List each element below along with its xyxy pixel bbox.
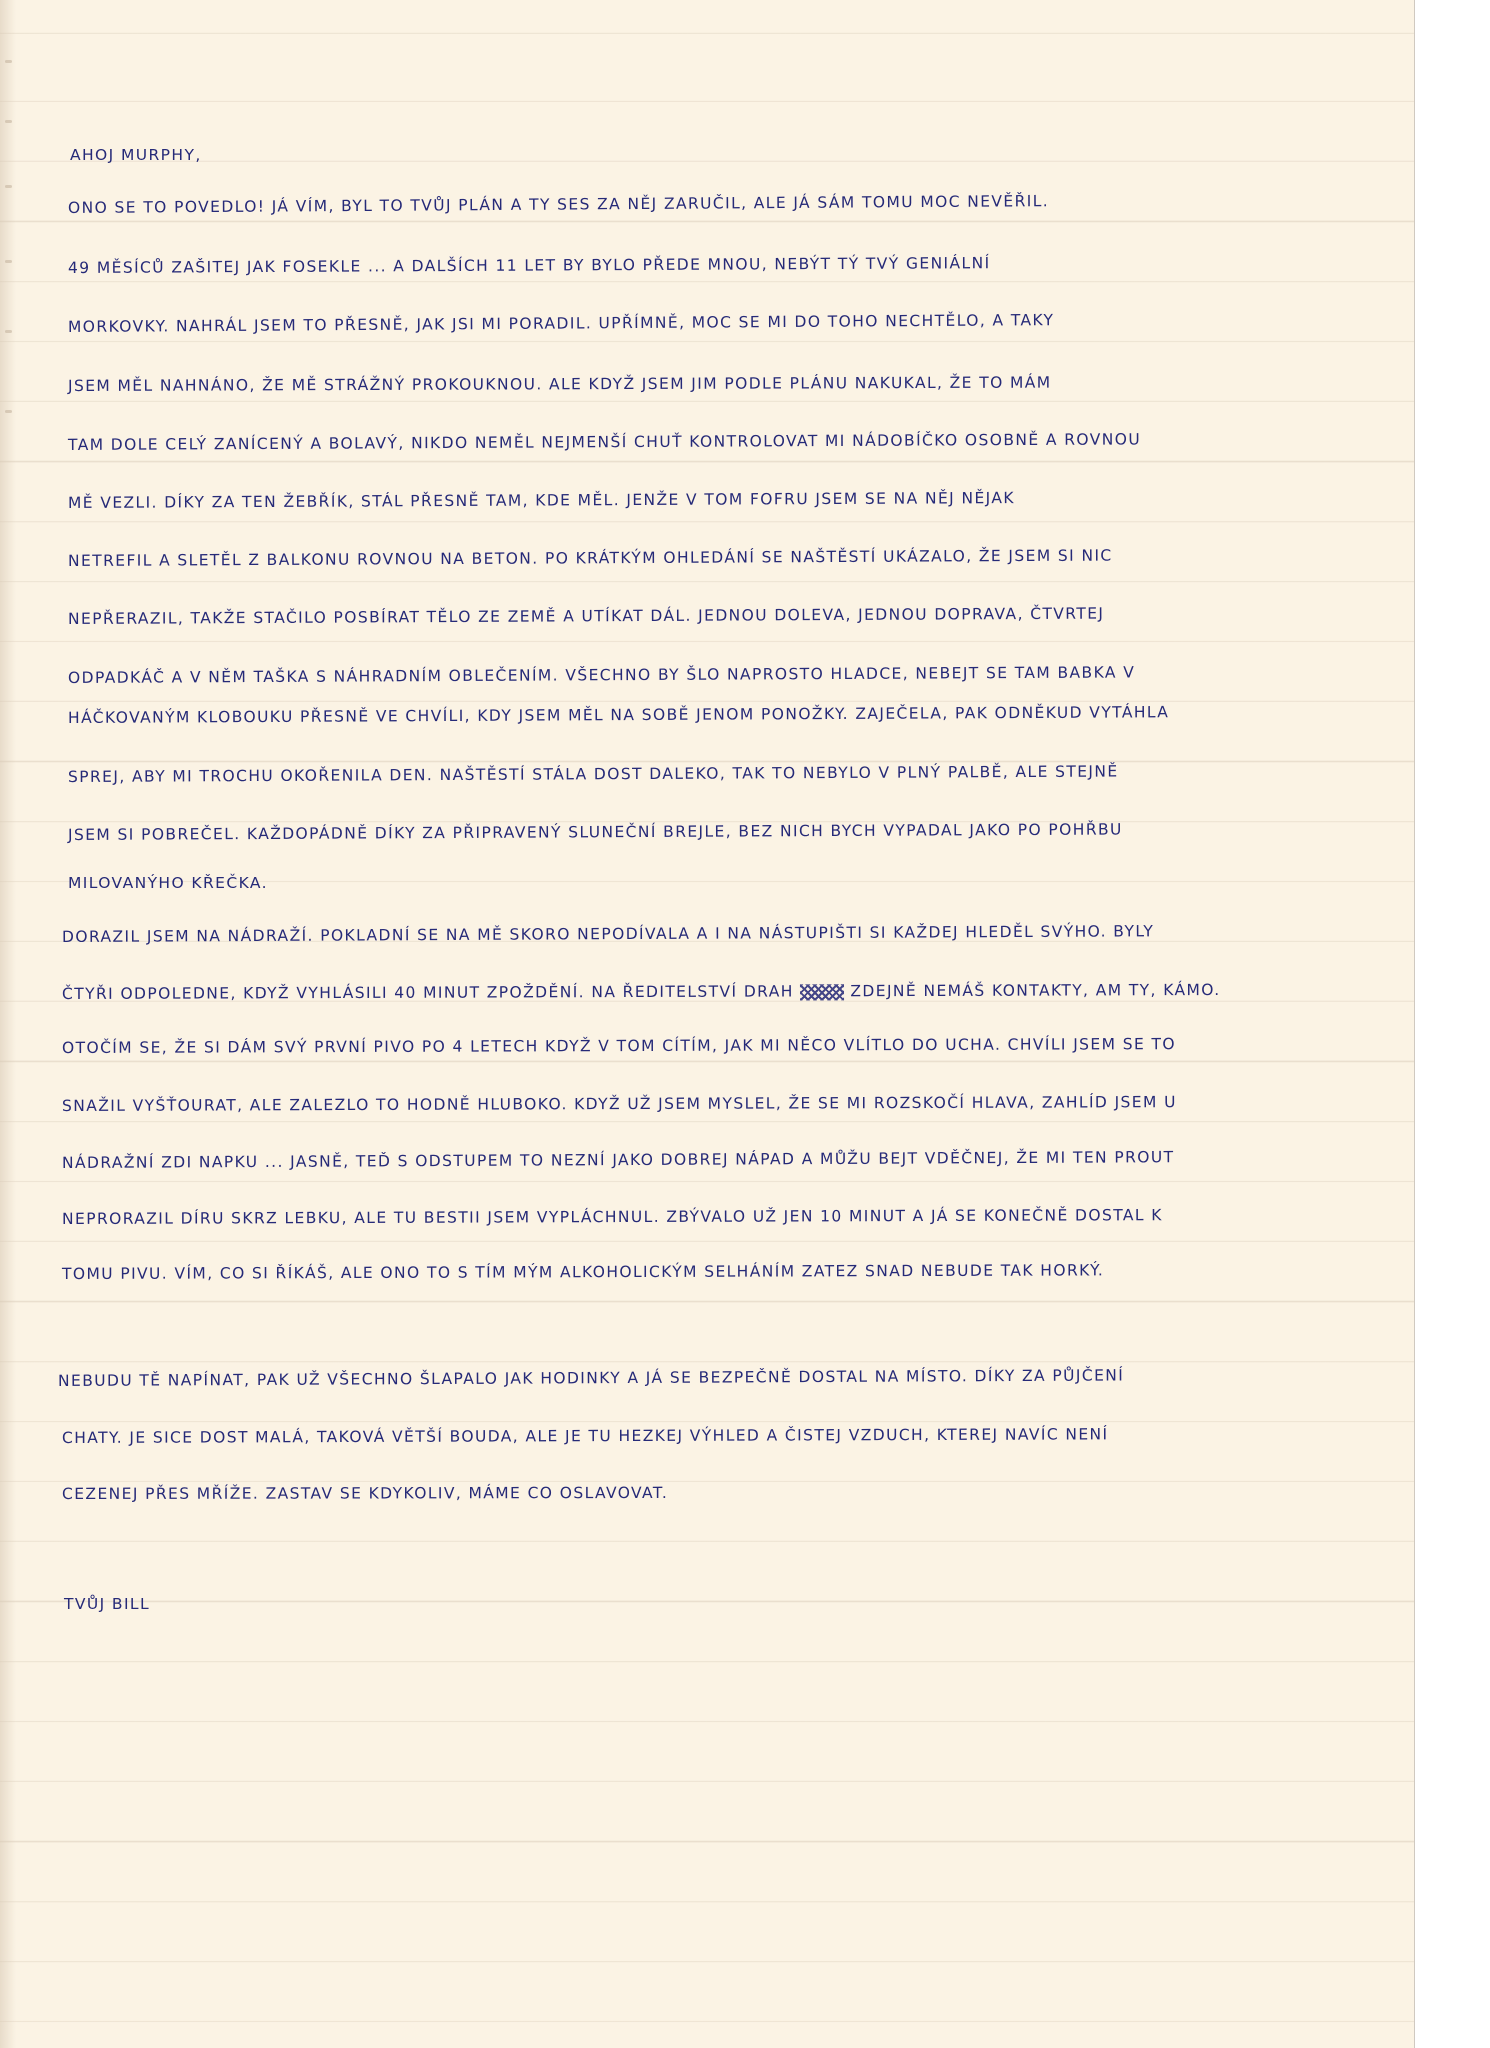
perforation-mark xyxy=(5,60,12,63)
text-line: 49 MĚSÍCŮ ZAŠITEJ JAK FOSEKLE ... A DALŠÍCH 11 LET BY BYLO PŘEDE MNOU, NEBÝT TÝ TVÝ GENIÁLNÍ xyxy=(67,254,991,277)
text-line-part: ZDEJNĚ NEMÁŠ KONTAKTY, AM TY, KÁMO. xyxy=(850,980,1221,1001)
text-line: NEPŘERAZIL, TAKŽE STAČILO POSBÍRAT TĚLO ZE ZEMĚ A UTÍKAT DÁL. JEDNOU DOLEVA, JEDNOU DOPRAVA, ČTVRTEJ xyxy=(67,604,1105,628)
text-line: CEZENEJ PŘES MŘÍŽE. ZASTAV SE KDYKOLIV, MÁME CO OSLAVOVAT. xyxy=(61,1483,669,1503)
text-line: ONO SE TO POVEDLO! JÁ VÍM, BYL TO TVŮJ PLÁN A TY SES ZA NĚJ ZARUČIL, ALE JÁ SÁM TOMU MOC NEVĚŘIL. xyxy=(67,192,1050,217)
text-line: SNAŽIL VYŠŤOURAT, ALE ZALEZLO TO HODNĚ HLUBOKO. KDYŽ UŽ JSEM MYSLEL, ŽE SE MI ROZSKOČÍ HLAVA, ZAHLÍD JSEM U xyxy=(61,1093,1177,1115)
text-line: MILOVANÝHO KŘEČKA. xyxy=(68,874,268,892)
scribble-out-mark xyxy=(800,984,844,1000)
text-line: DORAZIL JSEM NA NÁDRAŽÍ. POKLADNÍ SE NA MĚ SKORO NEPODÍVALA A I NA NÁSTUPIŠTI SI KAŽDEJ HLEDĚL SVÝHO. BYLY xyxy=(61,922,1155,946)
text-line: NÁDRAŽNÍ ZDI NAPKU ... JASNĚ, TEĎ S ODSTUPEM TO NEZNÍ JAKO DOBREJ NÁPAD A MŮŽU BEJT VDĚČNEJ, ŽE MI TEN PROUT xyxy=(61,1148,1175,1172)
text-line: NETREFIL A SLETĚL Z BALKONU ROVNOU NA BETON. PO KRÁTKÝM OHLEDÁNÍ SE NAŠTĚSTÍ UKÁZALO, ŽE JSEM SI NIC xyxy=(67,546,1113,570)
text-line: MĚ VEZLI. DÍKY ZA TEN ŽEBŘÍK, STÁL PŘESNĚ TAM, KDE MĚL. JENŽE V TOM FOFRU JSEM SE NA NĚJ NĚJAK xyxy=(67,489,1015,512)
text-line: TOMU PIVU. VÍM, CO SI ŘÍKÁŠ, ALE ONO TO S TÍM MÝM ALKOHOLICKÝM SELHÁNÍM ZATEZ SNAD NEBUDE TAK HORKÝ. xyxy=(61,1261,1105,1283)
perforation-mark xyxy=(5,185,12,188)
text-line: NEBUDU TĚ NAPÍNAT, PAK UŽ VŠECHNO ŠLAPALO JAK HODINKY A JÁ SE BEZPEČNĚ DOSTAL NA MÍSTO. DÍKY ZA PŮJČENÍ xyxy=(57,1366,1125,1390)
perforation-mark xyxy=(5,330,12,333)
text-line: TAM DOLE CELÝ ZANÍCENÝ A BOLAVÝ, NIKDO NEMĚL NEJMENŠÍ CHUŤ KONTROLOVAT MI NÁDOBÍČKO OSOBNĚ A ROVNOU xyxy=(67,430,1142,454)
letter-greeting: AHOJ MURPHY, xyxy=(70,146,202,164)
text-line: JSEM SI POBREČEL. KAŽDOPÁDNĚ DÍKY ZA PŘIPRAVENÝ SLUNEČNÍ BREJLE, BEZ NICH BYCH VYPADAL JAKO PO POHŘBU xyxy=(67,820,1123,844)
perforation-mark xyxy=(5,260,12,263)
perforation-mark xyxy=(5,410,12,413)
letter-signature: TVŮJ BILL xyxy=(64,1595,150,1613)
perforation-mark xyxy=(5,120,12,123)
text-line: HÁČKOVANÝM KLOBOUKU PŘESNĚ VE CHVÍLI, KDY JSEM MĚL NA SOBĚ JENOM PONOŽKY. ZAJEČELA, PAK ODNĚKUD VYTÁHLA xyxy=(67,703,1170,727)
text-line: MORKOVKY. NAHRÁL JSEM TO PŘESNĚ, JAK JSI MI PORADIL. UPŘÍMNĚ, MOC SE MI DO TOHO NECHTĚLO, A TAKY xyxy=(67,311,1055,336)
text-line: OTOČÍM SE, ŽE SI DÁM SVÝ PRVNÍ PIVO PO 4 LETECH KDYŽ V TOM CÍTÍM, JAK MI NĚCO VLÍTLO DO UCHA. CHVÍLI JSEM SE TO xyxy=(61,1035,1176,1057)
text-line-part: ČTYŘI ODPOLEDNE, KDYŽ VYHLÁSILI 40 MINUT ZPOŽDĚNÍ. NA ŘEDITELSTVÍ DRAH xyxy=(61,982,794,1003)
text-line: CHATY. JE SICE DOST MALÁ, TAKOVÁ VĚTŠÍ BOUDA, ALE JE TU HEZKEJ VÝHLED A ČISTEJ VZDUCH, KTEREJ NAVÍC NENÍ xyxy=(61,1425,1109,1447)
text-line: JSEM MĚL NAHNÁNO, ŽE MĚ STRÁŽNÝ PROKOUKNOU. ALE KDYŽ JSEM JIM PODLE PLÁNU NAKUKAL, ŽE TO MÁM xyxy=(67,373,1052,395)
text-line xyxy=(62,975,1221,1009)
text-line: ODPADKÁČ A V NĚM TAŠKA S NÁHRADNÍM OBLEČENÍM. VŠECHNO BY ŠLO NAPROSTO HLADCE, NEBEJT SE TAM BABKA V xyxy=(67,663,1136,687)
text-line: SPREJ, ABY MI TROCHU OKOŘENILA DEN. NAŠTĚSTÍ STÁLA DOST DALEKO, TAK TO NEBYLO V PLNÝ PALBĚ, ALE STEJNĚ xyxy=(67,762,1119,786)
paper-left-edge xyxy=(0,0,16,2048)
text-line: NEPRORAZIL DÍRU SKRZ LEBKU, ALE TU BESTII JSEM VYPLÁCHNUL. ZBÝVALO UŽ JEN 10 MINUT A JÁ SE KONEČNĚ DOSTAL K xyxy=(61,1206,1163,1228)
